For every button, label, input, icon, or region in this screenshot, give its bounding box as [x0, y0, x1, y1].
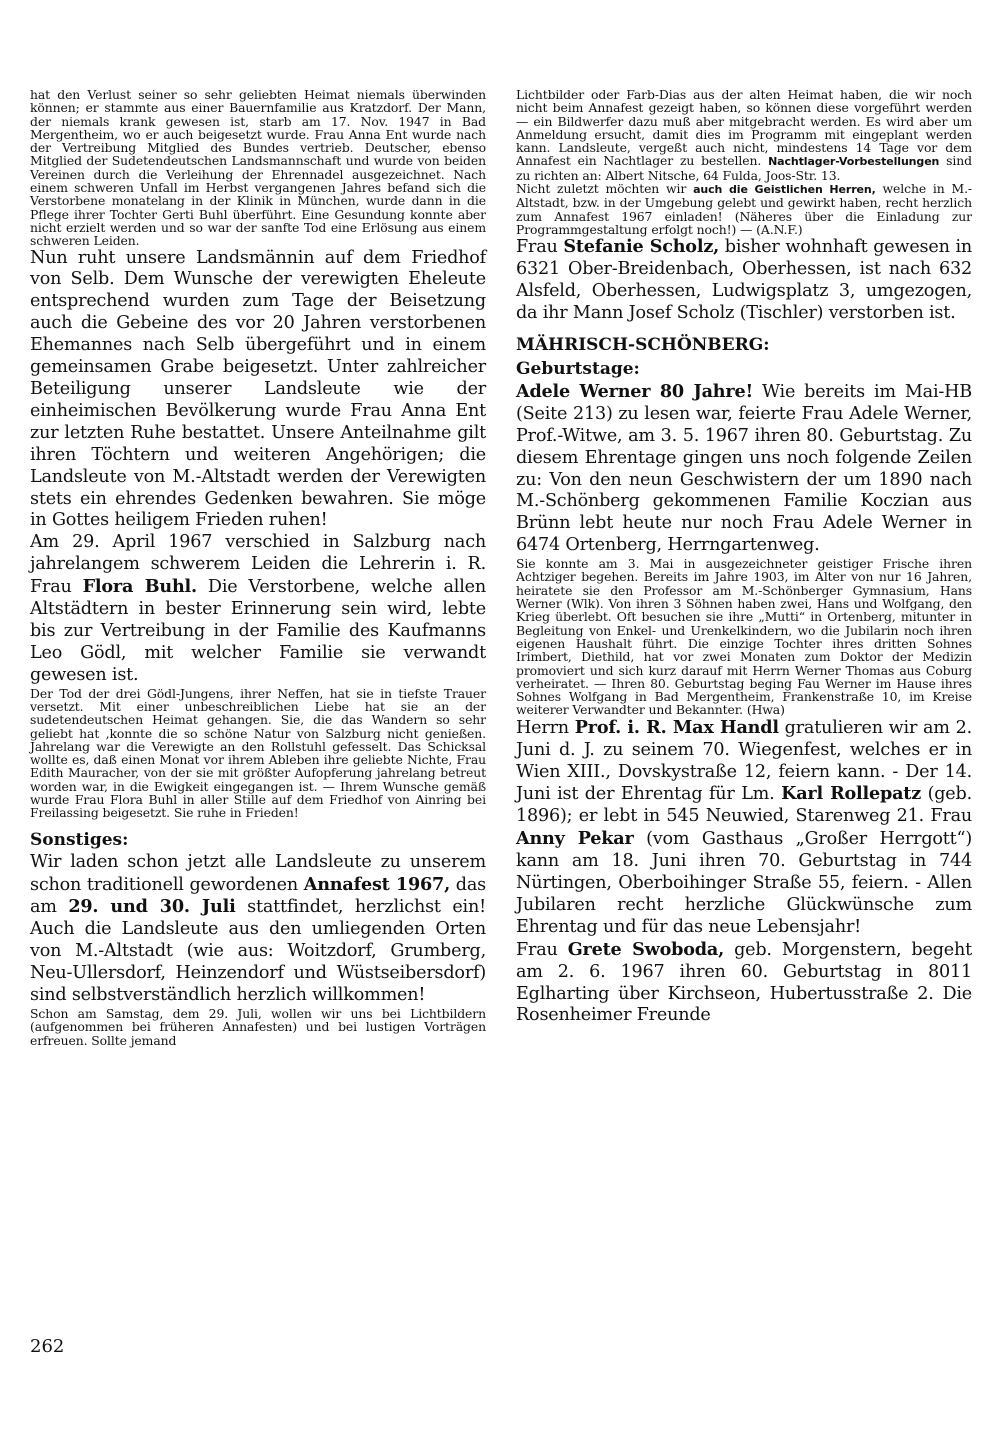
heading-geburtstage: Geburtstage:	[516, 358, 640, 379]
text-span: Frau	[516, 237, 564, 258]
nachtlager-label: Nachtlager-Vorbestellungen	[768, 155, 940, 169]
text-span: Herrn	[516, 717, 575, 738]
text-span: stattfindet, herzlichst ein! Auch die Landsleute aus den umliegenden Orten von M.-Altstadt (wie aus: Woitzdorf, Grumberg, Neu-Ullersdorf, Heinzendorf und Wüstseibersdorf) sind selbstverständlich herzlich willkommen!	[30, 897, 486, 1006]
obituary-flora-buhl-details: Der Tod der drei Gödl-Jungens, ihrer Neffen, hat sie in tiefste Trauer versetzt. Mit einer unbeschreiblichen Liebe hat sie an der sudetendeutschen Heimat gehangen. Sie, die das Wandern so sehr geliebt hat ,konnte die so schöne Natur von Salzburg nicht genießen. Jahrelang war die Verewigte an den Rollstuhl gefesselt. Das Schicksal wollte es, daß einen Monat vor ihrem Ableben ihre geliebte Nichte, Frau Edith Mauracher, von der sie mit größter Aufopferung jahrelang betreut worden war, in die Ewigkeit eingegangen ist. — Ihrem Wunsche gemäß wurde Frau Flora Buhl in aller Stille auf dem Friedhof von Ainring bei Freilassing beigesetzt. Sie ruhe in Frieden!	[30, 685, 486, 821]
text-span: Nicht zuletzt möchten wir	[516, 181, 694, 197]
annafest-1967: Annafest 1967,	[303, 873, 451, 895]
annafest-dates: 29. und 30. Juli	[68, 896, 236, 918]
text-span: welche in M.-Altstadt, bzw. in der Umgebung gelebt und gewirkt haben, recht herzlich zum Annafest 1967 einladen! (Näheres über die Einladung zur Programmgestaltung erfolgt noch!) — (A.N.F.)	[516, 181, 973, 237]
adele-werner-title: Adele Werner 80 Jahre!	[516, 380, 753, 402]
text-span: Frau	[516, 939, 568, 960]
obituary-anna-ent-continued: hat den Verlust seiner so sehr geliebten Heimat niemals überwinden können; er stammte aus einer Bauernfamilie aus Kratzdorf. Der Mann, der niemals krank gewesen ist, starb am 17. Nov. 1947 in Bad Mergentheim, wo er auch beigesetzt wurde. Frau Anna Ent wurde nach der Vertreibung Mitglied des Bundes vertrieb. Deutscher, ebenso Mitglied der Sudetendeutschen Landsmannschaft und wurde von beiden Vereinen durch die Verleihung der Ehrennadel ausgezeichnet. Nach einem schweren Unfall im Herbst vergangenen Jahres befand sich die Verstorbene monatelang in der Klinik in München, wurde dann in die Pflege ihrer Tochter Gerti Buhl überführt. Eine Gesundung konnte aber nicht erzielt werden und so war der sanfte Tod eine Erlösung aus einem schweren Leiden.	[30, 87, 486, 249]
name-grete-swoboda: Grete Swoboda,	[567, 938, 724, 960]
name-karl-rollepatz: Karl Rollepatz	[781, 783, 922, 805]
heading-maehrisch-schoenberg: MÄHRISCH-SCHÖNBERG:	[516, 334, 770, 355]
clergy-label: auch die Geistlichen Herren,	[693, 183, 876, 197]
text-span: Die Verstorbene, welche allen Altstädtern in bester Erinnerung sein wird, lebte bis zur Vertreibung in der Familie des Kaufmanns Leo Gödl, mit welcher Familie sie verwandt gewesen ist.	[30, 577, 486, 685]
text-span: Wie bereits im Mai-HB (Seite 213) zu lesen war, feierte Frau Adele Werner, Prof.-Witwe, am 3. 5. 1967 ihren 80. Geburtstag. Zu diesem Ehrentage gingen uns noch folgende Zeilen zu: Von den neun Geschwistern der um 1890 nach M.-Schönberg gekommenen Familie Koczian aus Brünn lebt heute nur noch Frau Adele Werner in 6474 Ortenberg, Herrngartenweg.	[516, 381, 972, 556]
obituary-anna-ent-burial: Nun ruht unsere Landsmännin auf dem Friedhof von Selb. Dem Wunsche der verewigten Eheleute entsprechend wurden zum Tage der Beisetzung auch die Gebeine des vor 20 Jahren verstorbenen Ehemannes nach Selb übergeführt und in einem gemeinsamen Grabe beigesetzt. Unter zahlreicher Beteiligung unserer Landsleute wie der einheimischen Bevölkerung wurde Frau Anna Ent zur letzten Ruhe bestattet. Unsere Anteilnahme gilt ihren Töchtern und weiteren Angehörigen; die Landsleute von M.-Altstadt werden der Verewigten stets ein ehrendes Gedenken bewahren. Sie möge in Gottes heiligem Frieden ruhen!	[30, 247, 486, 531]
annafest-saturday-program: Schon am Samstag, dem 29. Juli, wollen wir uns bei Lichtbildern (aufgenommen bei früheren Annafesten) und bei lustigen Vorträgen erfreuen. Sollte jemand	[30, 1006, 486, 1048]
annafest-slides-info	[516, 88, 972, 182]
text-span: Wir laden schon jetzt alle Landsleute zu unserem schon traditionell gewordenen	[30, 851, 486, 895]
name-anny-pekar: Anny Pekar	[516, 828, 634, 850]
name-max-handl: Prof. i. R. Max Handl	[574, 716, 779, 738]
name-flora-buhl: Flora Buhl.	[82, 576, 197, 598]
text-span: das am	[30, 874, 486, 918]
annafest-invitation	[30, 852, 486, 1007]
obituary-flora-buhl	[30, 532, 486, 686]
page-number: 262	[30, 1336, 65, 1357]
right-column	[516, 88, 972, 1027]
spacer	[516, 325, 972, 333]
text-span: gratulieren wir am 2. Juni d. J. zu seinem 70. Wiegenfest, welches er in Wien XIII., Dovskystraße 12, feiern kann. - Der 14. Juni ist der Ehrentag für Lm.	[516, 717, 972, 805]
birthday-adele-werner	[516, 381, 972, 557]
text-span: sind zu richten an: Albert Nitsche, 64 Fulda, Joos-Str. 13.	[516, 153, 972, 183]
text-span: (geb. 1896); er lebt in 545 Neuwied, Starenweg 21. Frau	[516, 784, 972, 827]
spacer	[30, 820, 486, 828]
clergy-invitation	[516, 182, 972, 236]
adele-werner-details: Sie konnte am 3. Mai in ausgezeichneter geistiger Frische ihren Achtziger begehen. Bereits im Jahre 1903, im Alter von nur 16 Jahren, heiratete sie den Professor am M.-Schönberger Gymnasium, Hans Werner (Wlk). Von ihren 3 Söhnen haben zwei, Hans und Wolfgang, den Krieg überlebt. Oft besuchen sie ihre „Mutti“ in Ortenberg, mitunter in Begleitung von Enkel- und Urenkelkindern, wo die Jubilarin noch ihren eigenen Haushalt führt. Die einzige Tochter ihres dritten Sohnes Irimbert, Diethild, hat vor zwei Monaten zum Doktor der Medizin promoviert und sich kurz darauf mit Herrn Werner Thomas aus Coburg verheiratet. — Ihren 80. Geburtstag beging Fau Werner im Hause ihres Sohnes Wolfgang in Bad Mergentheim, Frankenstraße 10, im Kreise weiterer Verwandter und Bekannter. (Hwa)	[516, 556, 972, 718]
notice-stefanie-scholz	[516, 236, 972, 325]
text-span: Lichtbilder oder Farb-Dias aus der alten Heimat haben, die wir noch nicht beim Annafest gezeigt haben, so können diese vorgeführt werden — ein Bildwerfer dazu muß aber mitgebracht werden. Es wird aber um Anmeldung ersucht, damit dies im Programm mit eingeplant werden kann. Landsleute, vergeßt auch nicht, mindestens 14 Tage vor dem Annafest ein Nachtlager zu bestellen.	[516, 87, 972, 169]
left-column	[30, 88, 486, 1047]
birthday-grete-swoboda	[516, 939, 972, 1028]
name-stefanie-scholz: Stefanie Scholz,	[563, 236, 720, 258]
text-span: Am 29. April 1967 verschied in Salzburg nach jahrelangem schwerem Leiden die Lehrerin i. R. Frau	[30, 532, 486, 598]
text-span: geb. Morgenstern, begeht am 2. 6. 1967 ihren 60. Geburtstag in 8011 Eglharting über Kirchseon, Hubertusstraße 2. Die Rosenheimer Freunde	[516, 939, 972, 1026]
heading-sonstiges: Sonstiges:	[30, 829, 129, 850]
text-span: bisher wohnhaft gewesen in 6321 Ober-Breidenbach, Oberhessen, ist nach 632 Alsfeld, Oberhessen, Ludwigsplatz 3, umgezogen, da ihr Mann Josef Scholz (Tischler) verstorben ist.	[516, 237, 973, 323]
birthday-greetings	[516, 717, 972, 939]
text-span: (vom Gasthaus „Großer Herrgott“) kann am 18. Juni ihren 70. Geburtstag in 744 Nürtingen, Oberboihinger Straße 55, feiern. - Allen Jubilaren recht herzliche Glückwünsche zum Ehrentag und für das neue Lebensjahr!	[516, 829, 972, 937]
